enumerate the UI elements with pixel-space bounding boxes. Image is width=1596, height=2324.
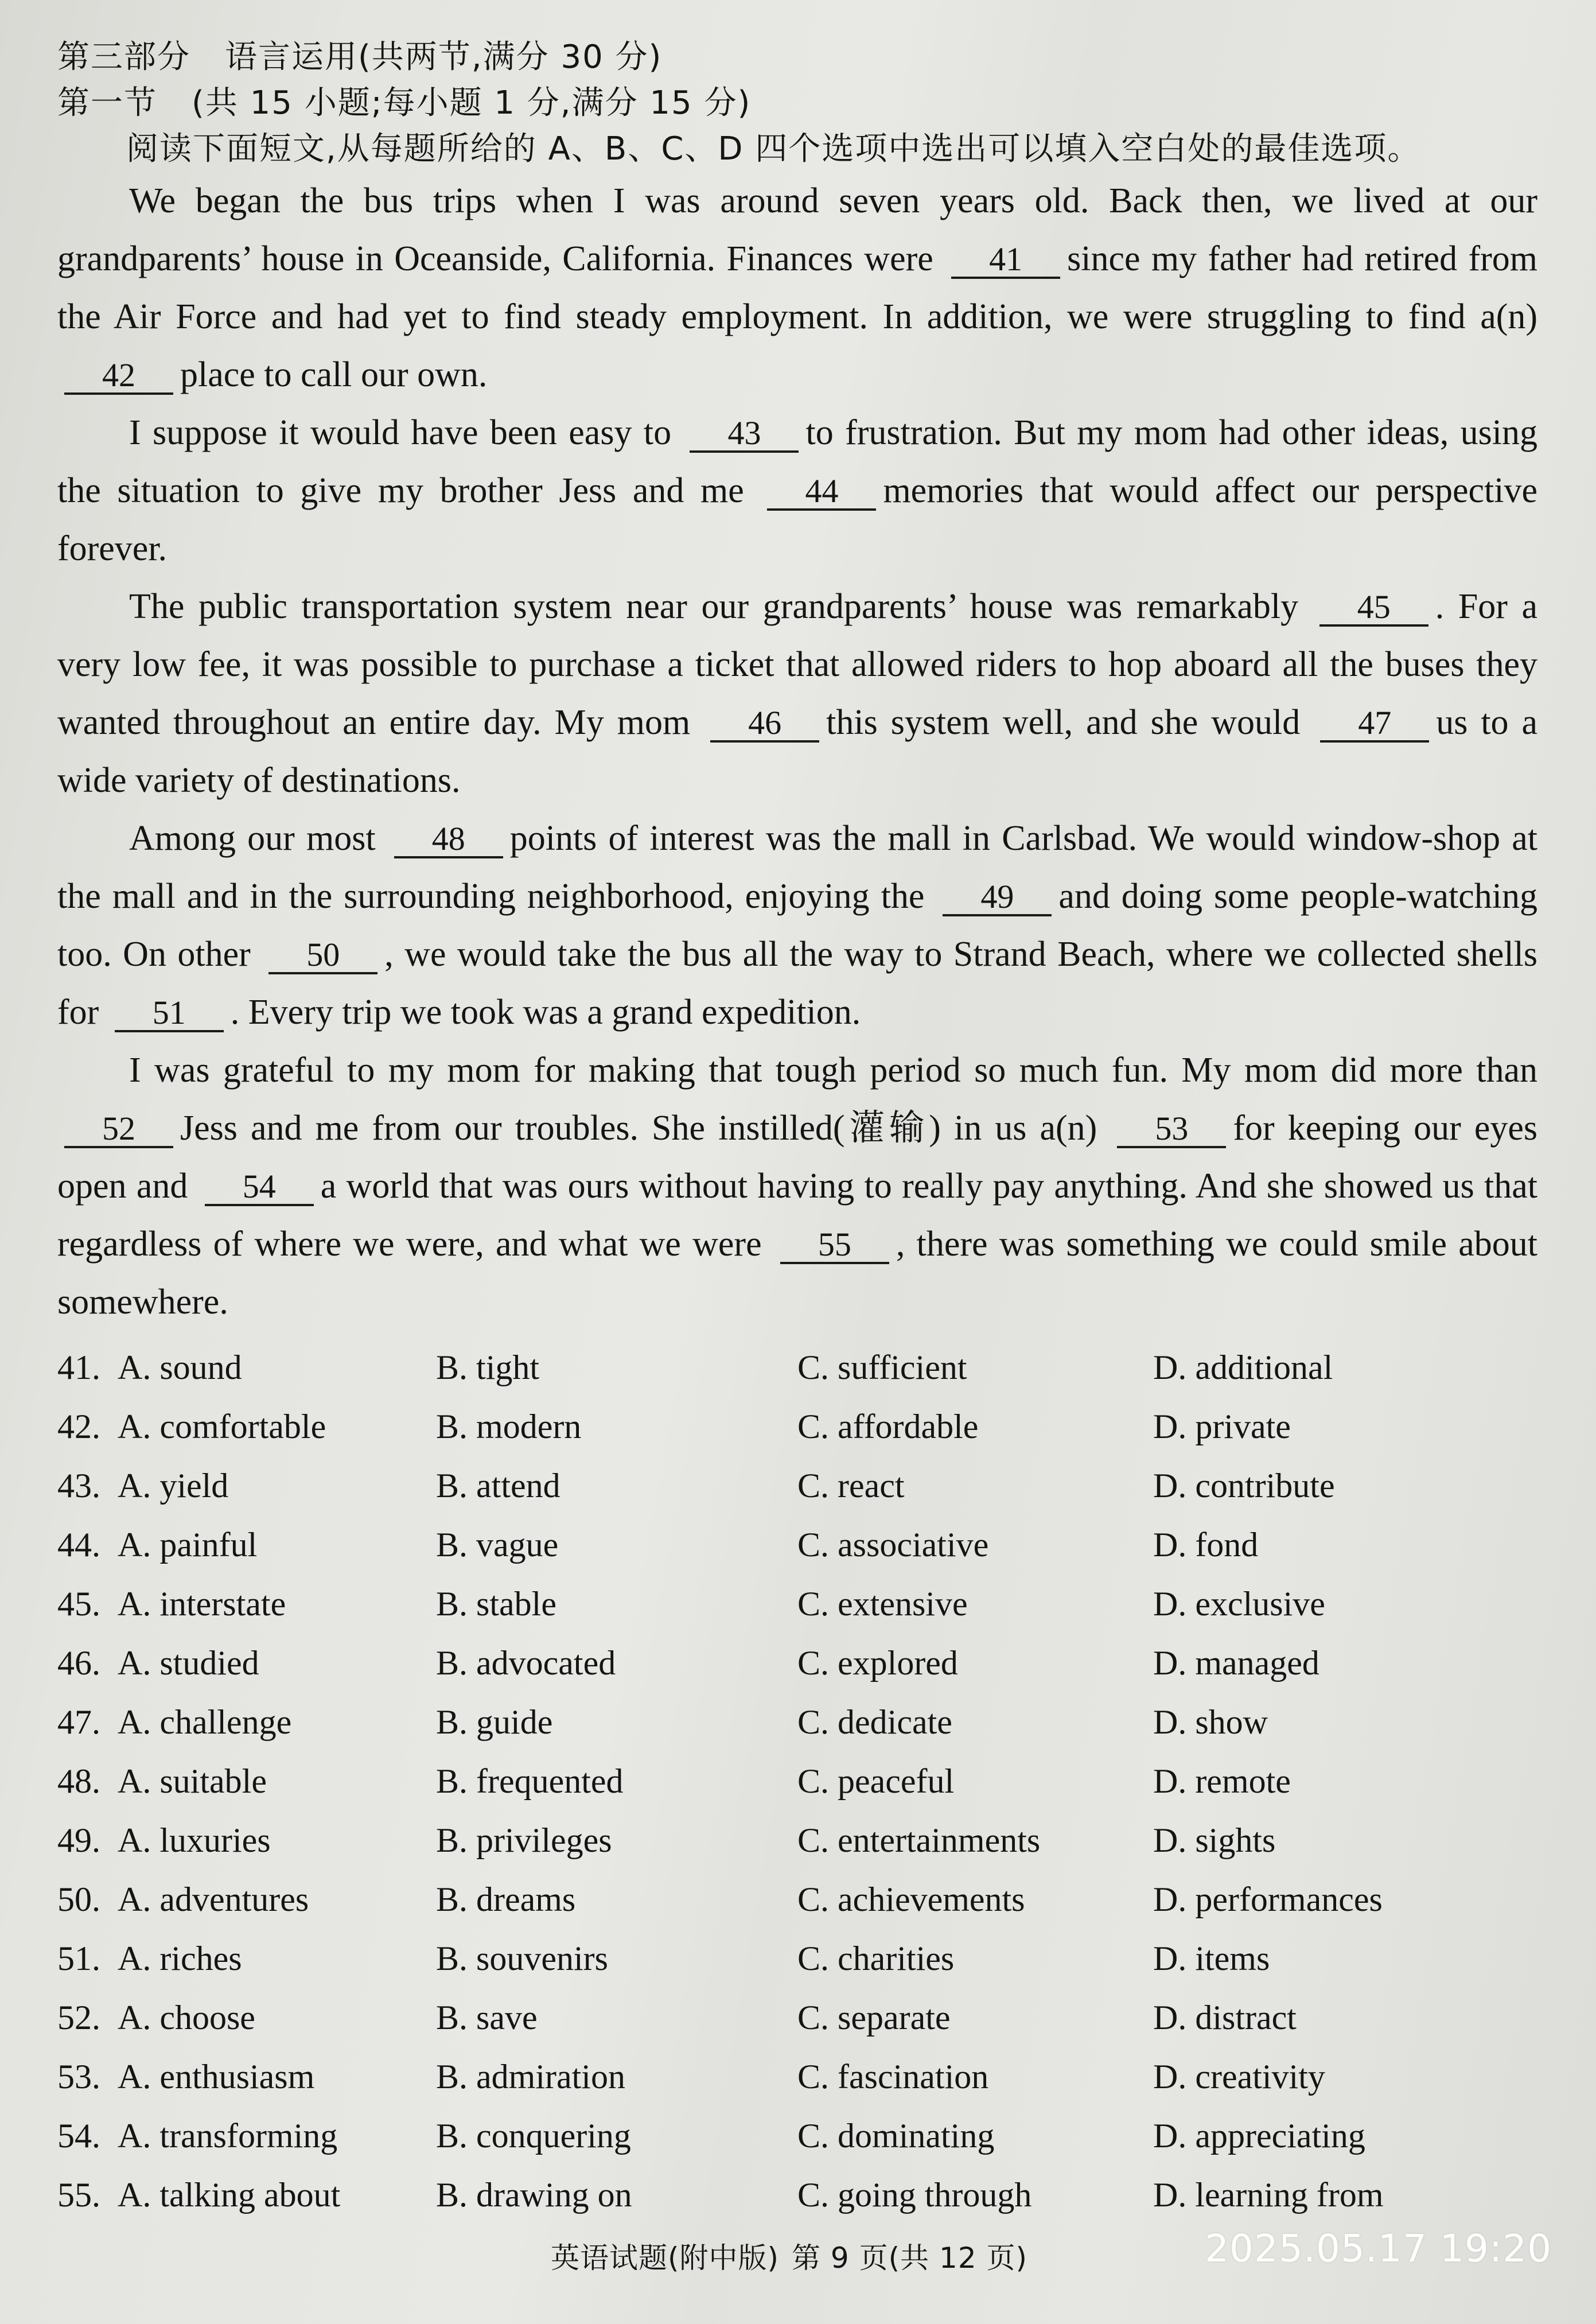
option-b	[436, 1525, 797, 1565]
question-row	[57, 1929, 1537, 1988]
question-row	[57, 1338, 1537, 1397]
section-heading	[57, 80, 1537, 126]
exam-name: 英语试题(附中版)	[551, 2241, 780, 2275]
question-number: 44.	[57, 1526, 100, 1564]
passage-text: . Every trip we took was a grand expedition.	[230, 993, 861, 1032]
blank-44: 44	[767, 474, 876, 511]
option-c	[797, 2057, 1153, 2097]
question-row	[57, 2047, 1537, 2107]
option-c	[797, 1998, 1153, 2038]
option-text: A. yield	[118, 1467, 229, 1505]
option-c	[797, 1407, 1153, 1447]
option-d	[1153, 1643, 1509, 1683]
option-d	[1153, 1407, 1509, 1447]
option-a	[57, 1703, 436, 1742]
option-text: C. fascination	[797, 2058, 989, 2096]
blank-46: 46	[710, 706, 819, 743]
option-text: A. riches	[118, 1940, 242, 1977]
option-text: D. appreciating	[1153, 2117, 1365, 2155]
option-text: C. explored	[797, 1644, 958, 1682]
option-text: D. contribute	[1153, 1467, 1335, 1505]
option-b	[436, 1407, 797, 1447]
answer-options	[57, 1338, 1537, 2225]
option-b	[436, 1643, 797, 1683]
option-d	[1153, 1998, 1509, 2038]
question-number: 41.	[57, 1348, 100, 1386]
passage-text: memories that would affect our perspective forever.	[57, 471, 1538, 568]
option-text: D. creativity	[1153, 2058, 1325, 2096]
option-a	[57, 1643, 436, 1683]
option-text: C. going through	[797, 2176, 1032, 2214]
passage-paragraph	[57, 810, 1537, 1041]
option-text: C. affordable	[797, 1408, 979, 1445]
passage-text: I was grateful to my mom for making that tough period so much fun. My mom did more than	[129, 1051, 1537, 1090]
option-text: B. dreams	[436, 1880, 576, 1918]
section-note: (共 15 小题;每小题 1 分,满分 15 分)	[192, 84, 752, 122]
option-d	[1153, 1762, 1509, 1801]
option-d	[1153, 2175, 1509, 2215]
question-row	[57, 1456, 1537, 1515]
question-number: 51.	[57, 1940, 100, 1977]
option-text: C. associative	[797, 1526, 989, 1564]
option-c	[797, 1348, 1153, 1388]
option-a	[57, 1348, 436, 1388]
option-text: B. advocated	[436, 1644, 616, 1682]
option-text: B. vague	[436, 1526, 559, 1564]
option-b	[436, 1584, 797, 1624]
question-number: 46.	[57, 1644, 100, 1682]
option-d	[1153, 1880, 1509, 1919]
option-text: A. interstate	[118, 1585, 286, 1623]
question-row	[57, 1575, 1537, 1634]
option-d	[1153, 1584, 1509, 1624]
option-text: D. performances	[1153, 1880, 1383, 1918]
part-subtitle: 语言运用(共两节,满分 30 分)	[225, 38, 663, 76]
option-a	[57, 2116, 436, 2156]
option-text: D. sights	[1153, 1821, 1276, 1859]
option-text: A. choose	[118, 1999, 255, 2037]
option-text: C. entertainments	[797, 1821, 1041, 1859]
option-text: A. enthusiasm	[118, 2058, 315, 2096]
option-d	[1153, 2116, 1509, 2156]
option-text: C. extensive	[797, 1585, 968, 1623]
option-text: B. drawing on	[436, 2176, 632, 2214]
option-b	[436, 2116, 797, 2156]
cloze-passage	[57, 172, 1537, 1331]
passage-text: . For a very low fee, it was possible to purchase a ticket that allowed riders to hop aboard all the buses they wanted throughout an entire day. My mom	[57, 587, 1538, 742]
question-number: 45.	[57, 1585, 100, 1623]
option-text: B. tight	[436, 1348, 540, 1386]
blank-47: 47	[1320, 706, 1429, 743]
option-text: A. challenge	[118, 1703, 292, 1741]
passage-text: The public transportation system near our grandparents’ house was remarkably	[129, 587, 1299, 626]
question-row	[57, 1515, 1537, 1575]
option-b	[436, 2175, 797, 2215]
blank-54: 54	[205, 1169, 314, 1206]
page-number: 第 9 页(共 12 页)	[792, 2241, 1028, 2275]
option-a	[57, 1466, 436, 1506]
passage-text: this system well, and she would	[826, 703, 1301, 742]
option-a	[57, 1939, 436, 1979]
option-c	[797, 1703, 1153, 1742]
option-text: B. save	[436, 1999, 538, 2037]
photo-timestamp: 2025.05.17 19:20	[1205, 2226, 1552, 2271]
option-text: D. remote	[1153, 1762, 1291, 1800]
section-title: 第一节	[57, 84, 157, 122]
option-text: D. private	[1153, 1408, 1291, 1445]
option-b	[436, 1998, 797, 2038]
question-number: 42.	[57, 1408, 100, 1445]
question-row	[57, 1752, 1537, 1811]
question-number: 43.	[57, 1467, 100, 1505]
option-text: A. comfortable	[118, 1408, 326, 1445]
option-a	[57, 2057, 436, 2097]
option-b	[436, 1762, 797, 1801]
option-text: D. managed	[1153, 1644, 1319, 1682]
option-c	[797, 1584, 1153, 1624]
blank-55: 55	[780, 1227, 889, 1264]
option-text: B. attend	[436, 1467, 560, 1505]
blank-51: 51	[115, 996, 224, 1032]
option-b	[436, 1703, 797, 1742]
option-c	[797, 2116, 1153, 2156]
option-text: C. dominating	[797, 2117, 995, 2155]
passage-text: I suppose it would have been easy to	[129, 413, 672, 452]
option-text: A. studied	[118, 1644, 259, 1682]
blank-53: 53	[1117, 1112, 1226, 1148]
option-text: C. sufficient	[797, 1348, 967, 1386]
question-row	[57, 1988, 1537, 2047]
option-b	[436, 1348, 797, 1388]
option-text: A. talking about	[118, 2176, 341, 2214]
option-text: B. admiration	[436, 2058, 625, 2096]
question-number: 47.	[57, 1703, 100, 1741]
passage-text: since my father had retired from the Air Force and had yet to find steady employment. In addition, we were struggling to find a(n)	[57, 239, 1537, 336]
option-a	[57, 1821, 436, 1860]
question-number: 55.	[57, 2176, 100, 2214]
option-c	[797, 1939, 1153, 1979]
option-d	[1153, 1821, 1509, 1860]
passage-text: points of interest was the mall in Carlsbad. We would window-shop at the mall and in the surrounding neighborhood, enjoying the	[57, 819, 1537, 916]
option-text: C. separate	[797, 1999, 951, 2037]
option-text: B. guide	[436, 1703, 553, 1741]
blank-50: 50	[268, 938, 377, 974]
option-text: D. additional	[1153, 1348, 1333, 1386]
question-number: 52.	[57, 1999, 100, 2037]
option-text: A. painful	[118, 1526, 258, 1564]
passage-text: Jess and me from our troubles. She instilled(灌输) in us a(n)	[180, 1109, 1097, 1148]
question-number: 54.	[57, 2117, 100, 2155]
passage-text: us to a wide variety of destinations.	[57, 703, 1538, 800]
option-c	[797, 1880, 1153, 1919]
option-a	[57, 1762, 436, 1801]
passage-text: a world that was ours without having to really pay anything. And she showed us that regardless of where we were, and what we were	[57, 1167, 1537, 1264]
option-text: D. exclusive	[1153, 1585, 1325, 1623]
option-text: B. stable	[436, 1585, 556, 1623]
part-heading	[57, 34, 1537, 80]
question-row	[57, 1693, 1537, 1752]
blank-52: 52	[64, 1112, 173, 1148]
blank-41: 41	[951, 242, 1060, 279]
option-a	[57, 1407, 436, 1447]
passage-paragraph	[57, 578, 1537, 810]
option-c	[797, 2175, 1153, 2215]
passage-text: to frustration. But my mom had other ideas, using the situation to give my brother Jess and me	[57, 413, 1537, 510]
option-a	[57, 1525, 436, 1565]
question-number: 53.	[57, 2058, 100, 2096]
option-text: D. items	[1153, 1940, 1270, 1977]
option-text: B. souvenirs	[436, 1940, 608, 1977]
question-number: 50.	[57, 1880, 100, 1918]
option-c	[797, 1466, 1153, 1506]
page-footer	[551, 2235, 1040, 2276]
option-text: D. learning from	[1153, 2176, 1384, 2214]
passage-paragraph	[57, 404, 1537, 578]
passage-text: Among our most	[129, 819, 376, 858]
passage-text: We began the bus trips when I was around seven years old. Back then, we lived at our grandparents’ house in Oceanside, California. Finances were	[57, 181, 1537, 278]
option-text: B. conquering	[436, 2117, 631, 2155]
passage-text: , we would take the bus all the way to Strand Beach, where we collected shells for	[57, 935, 1538, 1032]
option-b	[436, 1880, 797, 1919]
option-d	[1153, 1703, 1509, 1742]
option-text: C. achievements	[797, 1880, 1025, 1918]
option-text: D. show	[1153, 1703, 1268, 1741]
option-text: A. suitable	[118, 1762, 267, 1800]
option-d	[1153, 2057, 1509, 2097]
question-number: 49.	[57, 1821, 100, 1859]
option-d	[1153, 1348, 1509, 1388]
option-b	[436, 1821, 797, 1860]
option-text: C. peaceful	[797, 1762, 955, 1800]
option-text: C. charities	[797, 1940, 955, 1977]
option-text: A. sound	[118, 1348, 242, 1386]
option-a	[57, 1880, 436, 1919]
passage-paragraph	[57, 1041, 1537, 1331]
question-row	[57, 1870, 1537, 1929]
exam-page	[57, 34, 1537, 2225]
instruction-text: 阅读下面短文,从每题所给的 A、B、C、D 四个选项中选出可以填入空白处的最佳选项。	[126, 130, 1421, 168]
option-b	[436, 1466, 797, 1506]
passage-text: place to call our own.	[180, 355, 488, 394]
question-row	[57, 2107, 1537, 2166]
option-d	[1153, 1525, 1509, 1565]
option-text: B. privileges	[436, 1821, 612, 1859]
option-text: D. fond	[1153, 1526, 1259, 1564]
option-text: B. frequented	[436, 1762, 624, 1800]
option-c	[797, 1821, 1153, 1860]
blank-45: 45	[1319, 590, 1428, 627]
blank-48: 48	[394, 822, 503, 858]
option-d	[1153, 1466, 1509, 1506]
option-a	[57, 1584, 436, 1624]
question-row	[57, 2166, 1537, 2225]
option-text: D. distract	[1153, 1999, 1297, 2037]
option-a	[57, 1998, 436, 2038]
blank-49: 49	[943, 880, 1052, 916]
part-title: 第三部分	[57, 38, 190, 76]
option-text: B. modern	[436, 1408, 582, 1445]
passage-text: , there was something we could smile about somewhere.	[57, 1225, 1537, 1322]
option-text: A. luxuries	[118, 1821, 271, 1859]
question-row	[57, 1811, 1537, 1870]
option-c	[797, 1643, 1153, 1683]
option-text: A. adventures	[118, 1880, 309, 1918]
option-d	[1153, 1939, 1509, 1979]
passage-text: and doing some people-watching too. On other	[57, 877, 1537, 974]
option-b	[436, 1939, 797, 1979]
option-text: C. react	[797, 1467, 905, 1505]
option-c	[797, 1762, 1153, 1801]
option-b	[436, 2057, 797, 2097]
question-row	[57, 1397, 1537, 1456]
question-row	[57, 1634, 1537, 1693]
option-c	[797, 1525, 1153, 1565]
passage-paragraph	[57, 172, 1537, 404]
question-number: 48.	[57, 1762, 100, 1800]
passage-text: for keeping our eyes open and	[57, 1109, 1537, 1206]
option-a	[57, 2175, 436, 2215]
option-text: A. transforming	[118, 2117, 338, 2155]
blank-43: 43	[690, 416, 799, 453]
blank-42: 42	[64, 358, 173, 395]
option-text: C. dedicate	[797, 1703, 952, 1741]
